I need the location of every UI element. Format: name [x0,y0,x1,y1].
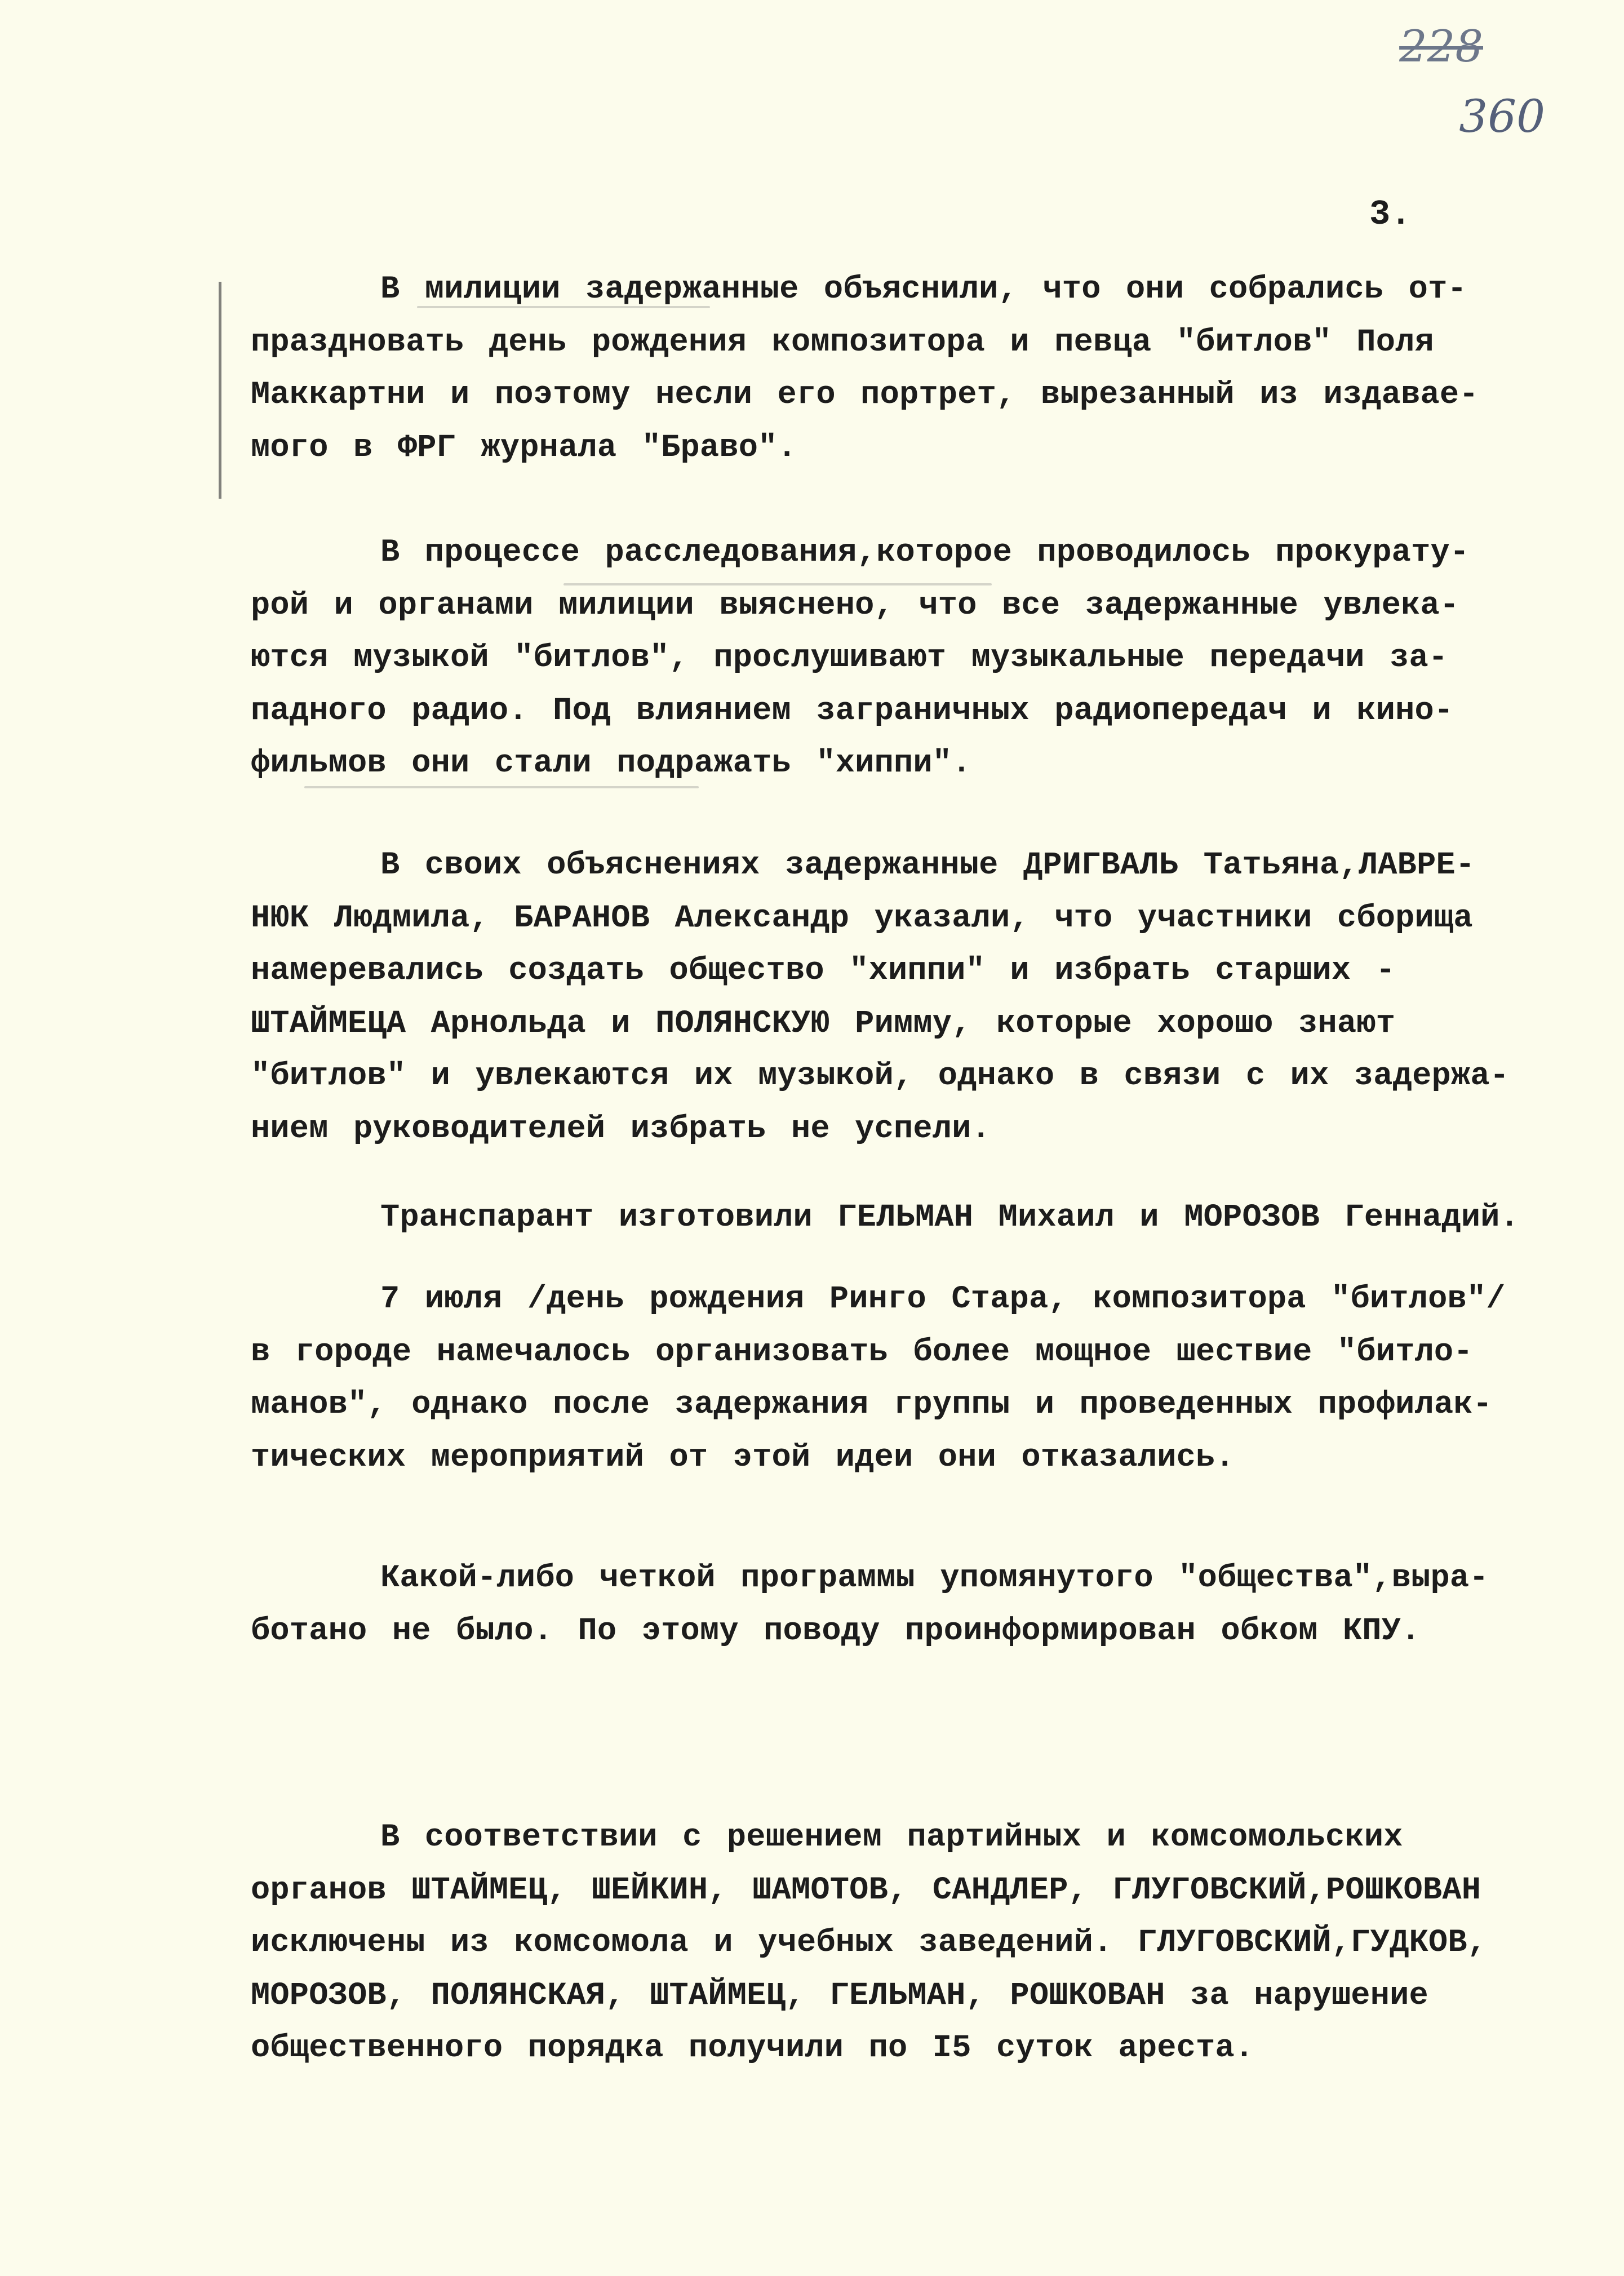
text-line: праздновать день рождения композитора и певца "битлов" Поля [251,324,1434,361]
text-line: тических мероприятий от этой идеи они отказались. [251,1439,1235,1476]
text-line: ются музыкой "битлов", прослушивают музыкальные передачи за- [251,640,1448,676]
text-line: В соответствии с решением партийных и комсомольских [380,1820,1403,1856]
paragraph-5 [251,1274,1598,1484]
text-line: В процессе расследования,которое проводилось прокурату- [380,535,1470,571]
text-line: Транспарант изготовили ГЕЛЬМАН Михаил и МОРОЗОВ Геннадий. [380,1200,1520,1236]
text-line: МОРОЗОВ, ПОЛЯНСКАЯ, ШТАЙМЕЦ, ГЕЛЬМАН, РОШКОВАН за нарушение [251,1977,1428,2014]
text-line: ботано не было. По этому поводу проинформирован обком КПУ. [251,1613,1421,1649]
text-line: рой и органами милиции выяснено, что все задержанные увлека- [251,587,1459,624]
margin-pencil-mark [219,282,221,499]
text-line: фильмов они стали подражать "хиппи". [251,746,971,782]
text-line: в городе намечалось организовать более мощное шествие "битло- [251,1334,1473,1370]
text-line: манов", однако после задержания группы и проведенных профилак- [251,1387,1493,1423]
text-line: В своих объяснениях задержанные ДРИГВАЛЬ Татьяна,ЛАВРЕ- [380,848,1475,884]
text-line: исключены из комсомола и учебных заведений. ГЛУГОВСКИЙ,ГУДКОВ, [251,1925,1487,1961]
text-line: общественного порядка получили по I5 суток ареста. [251,2030,1254,2066]
paragraph-4 [251,1192,1598,1245]
text-line: НЮК Людмила, БАРАНОВ Александр указали, что участники сборища [251,900,1473,937]
text-line: нием руководителей избрать не успели. [251,1111,991,1147]
text-line: органов ШТАЙМЕЦ, ШЕЙКИН, ШАМОТОВ, САНДЛЕР, ГЛУГОВСКИЙ,РОШКОВАН [251,1872,1481,1909]
paragraph-3 [251,840,1598,1156]
archive-number-new: 360 [1459,90,1545,143]
paragraph-7 [251,1812,1598,2075]
text-line: мого в ФРГ журнала "Браво". [251,429,797,466]
paragraph-6 [251,1552,1598,1658]
paragraph-2 [251,527,1598,791]
text-line: падного радио. Под влиянием заграничных радиопередач и кино- [251,693,1454,729]
text-line: "битлов" и увлекаются их музыкой, однако в связи с их задержа- [251,1058,1510,1094]
text-line: В милиции задержанные объяснили, что они собрались от- [380,272,1467,308]
paragraph-1 [251,264,1598,474]
text-line: 7 июля /день рождения Ринго Стара, композитора "битлов"/ [380,1281,1506,1317]
archive-number-old: 228 [1399,21,1483,72]
text-line: ШТАЙМЕЦА Арнольда и ПОЛЯНСКУЮ Римму, которые хорошо знают [251,1005,1396,1042]
text-line: Какой-либо четкой программы упомянутого "общества",выра- [380,1560,1489,1596]
text-line: намеревались создать общество "хиппи" и избрать старших - [251,953,1396,989]
text-line: Маккартни и поэтому несли его портрет, вырезанный из издавае- [251,377,1479,413]
page-number: 3. [1369,194,1412,234]
